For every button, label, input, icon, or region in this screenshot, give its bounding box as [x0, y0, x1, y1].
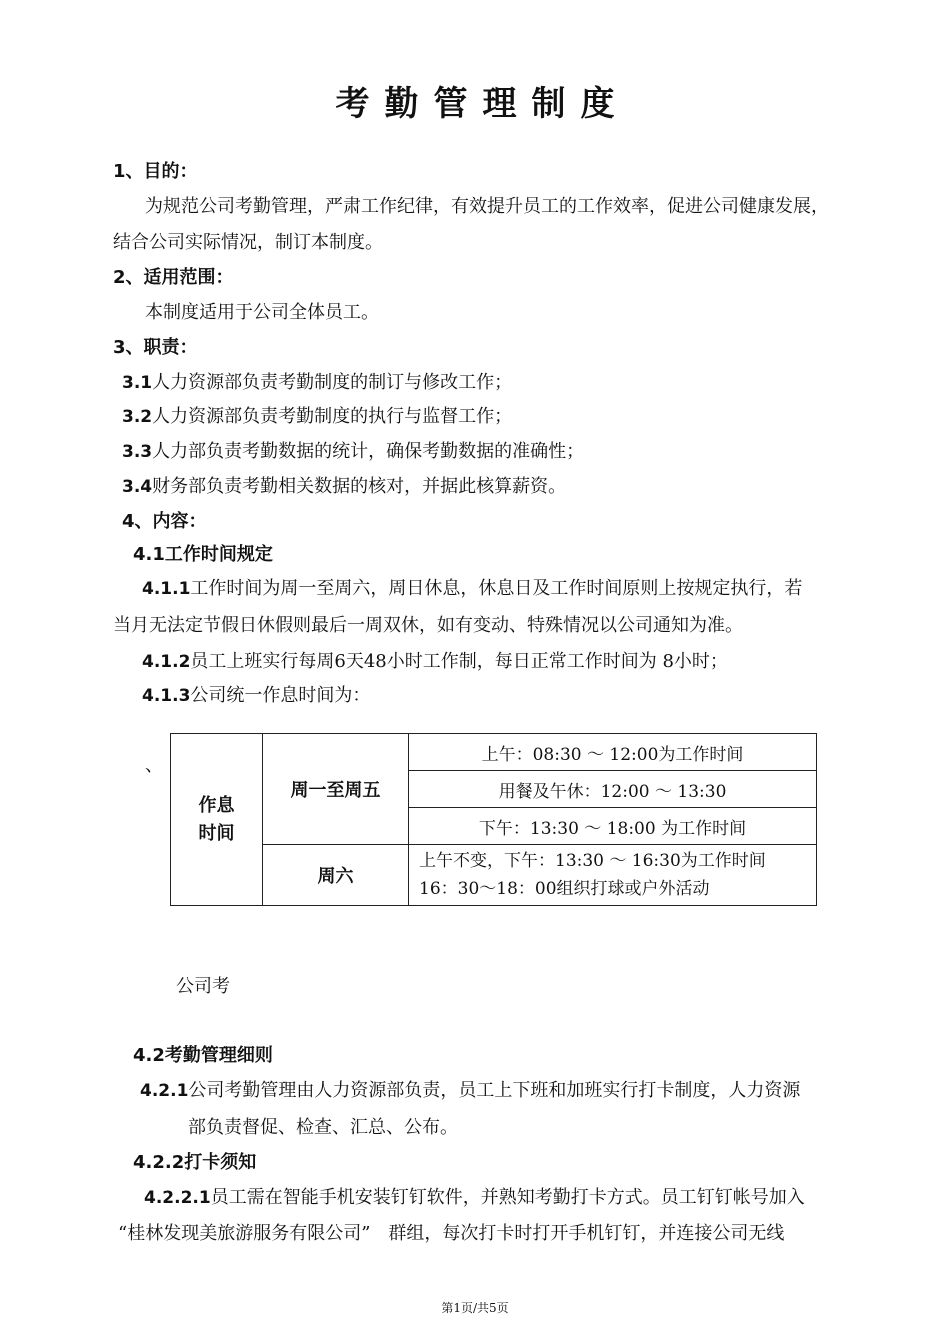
section-4-1-3 [142, 684, 370, 708]
clause-text: 公司统一作息时间为： [190, 685, 371, 706]
saturday-schedule-line-2: 16：30～18：00组织打球或户外活动 [419, 879, 710, 899]
duty-item [122, 371, 512, 395]
section-4-1-1-line-2: 当月无法定节假日休假则最后一周双休，如有变动、特殊情况以公司通知为准。 [113, 615, 743, 636]
scope-heading: 2、适用范围： [113, 267, 234, 288]
purpose-heading: 1、目的： [113, 161, 198, 182]
clause-text: 员工需在智能手机安装钉钉软件，并熟知考勤打卡方式。员工钉钉帐号加入 [210, 1187, 805, 1208]
clause-number: 4.1.3 [142, 686, 191, 706]
saturday-cell: 周六 [263, 845, 409, 906]
time-slot-lunch: 用餐及午休：12:00 ～ 13:30 [409, 771, 817, 808]
duty-number: 3.3 [122, 442, 153, 462]
schedule-label-line-1: 作息 [198, 794, 235, 816]
truncated-fragment: 公司考 [176, 976, 230, 997]
duty-heading: 3、职责： [113, 337, 198, 358]
clause-number: 4.2.2.1 [144, 1188, 211, 1208]
scope-text: 本制度适用于公司全体员工。 [145, 302, 379, 323]
saturday-schedule-line-1: 上午不变，下午：13:30 ～ 16:30为工作时间 [419, 851, 766, 871]
stray-punctuation: 、 [145, 755, 163, 776]
clause-text: 工作时间为周一至周六，周日休息，休息日及工作时间原则上按规定执行，若 [190, 578, 803, 599]
clause-number: 4.1.2 [142, 652, 191, 672]
page-title: 考勤管理制度 [335, 84, 630, 124]
time-slot-afternoon: 下午：13:30 ～ 18:00 为工作时间 [409, 808, 817, 845]
clause-text: 员工上班实行每周6天48小时工作制，每日正常工作时间为 8小时； [190, 651, 728, 672]
content-heading: 4、内容： [122, 511, 207, 532]
duty-text: 人力资源部负责考勤制度的制订与修改工作； [152, 372, 513, 393]
section-4-1-1-line-1 [142, 577, 802, 601]
page-footer: 第1页/共5页 [441, 1301, 509, 1315]
duty-number: 3.1 [122, 373, 153, 393]
schedule-label-line-2: 时间 [198, 822, 235, 844]
weekday-cell: 周一至周五 [263, 734, 409, 845]
duty-text: 人力部负责考勤数据的统计，确保考勤数据的准确性； [152, 441, 585, 462]
duty-number: 3.4 [122, 477, 153, 497]
duty-item [122, 475, 566, 499]
duty-item [122, 440, 584, 464]
schedule-table [170, 733, 817, 906]
section-4-1-heading: 4.1工作时间规定 [133, 544, 273, 565]
purpose-text-line-1: 为规范公司考勤管理，严肃工作纪律，有效提升员工的工作效率，促进公司健康发展， [145, 196, 829, 217]
time-slot-morning: 上午：08:30 ～ 12:00为工作时间 [409, 734, 817, 771]
section-4-2-2-1-line-1 [144, 1186, 805, 1210]
purpose-text-line-2: 结合公司实际情况，制订本制度。 [113, 232, 383, 253]
clause-text: 公司考勤管理由人力资源部负责，员工上下班和加班实行打卡制度，人力资源 [188, 1080, 801, 1101]
clause-number: 4.2.1 [140, 1081, 189, 1101]
section-4-2-2-1-line-2: “桂林发现美旅游服务有限公司” 群组，每次打卡时打开手机钉钉，并连接公司无线 [118, 1223, 785, 1244]
section-4-2-1-line-2: 部负责督促、检查、汇总、公布。 [188, 1117, 458, 1138]
section-4-1-2 [142, 650, 728, 674]
section-4-2-1-line-1 [140, 1079, 800, 1103]
saturday-schedule-cell [409, 845, 817, 906]
clause-number: 4.1.1 [142, 579, 191, 599]
duty-text: 财务部负责考勤相关数据的核对，并据此核算薪资。 [152, 476, 567, 497]
schedule-label-cell [171, 734, 263, 906]
duty-number: 3.2 [122, 407, 153, 427]
duty-item [122, 405, 512, 429]
section-4-2-2-heading: 4.2.2打卡须知 [133, 1152, 257, 1173]
duty-text: 人力资源部负责考勤制度的执行与监督工作； [152, 406, 513, 427]
section-4-2-heading: 4.2考勤管理细则 [133, 1045, 273, 1066]
